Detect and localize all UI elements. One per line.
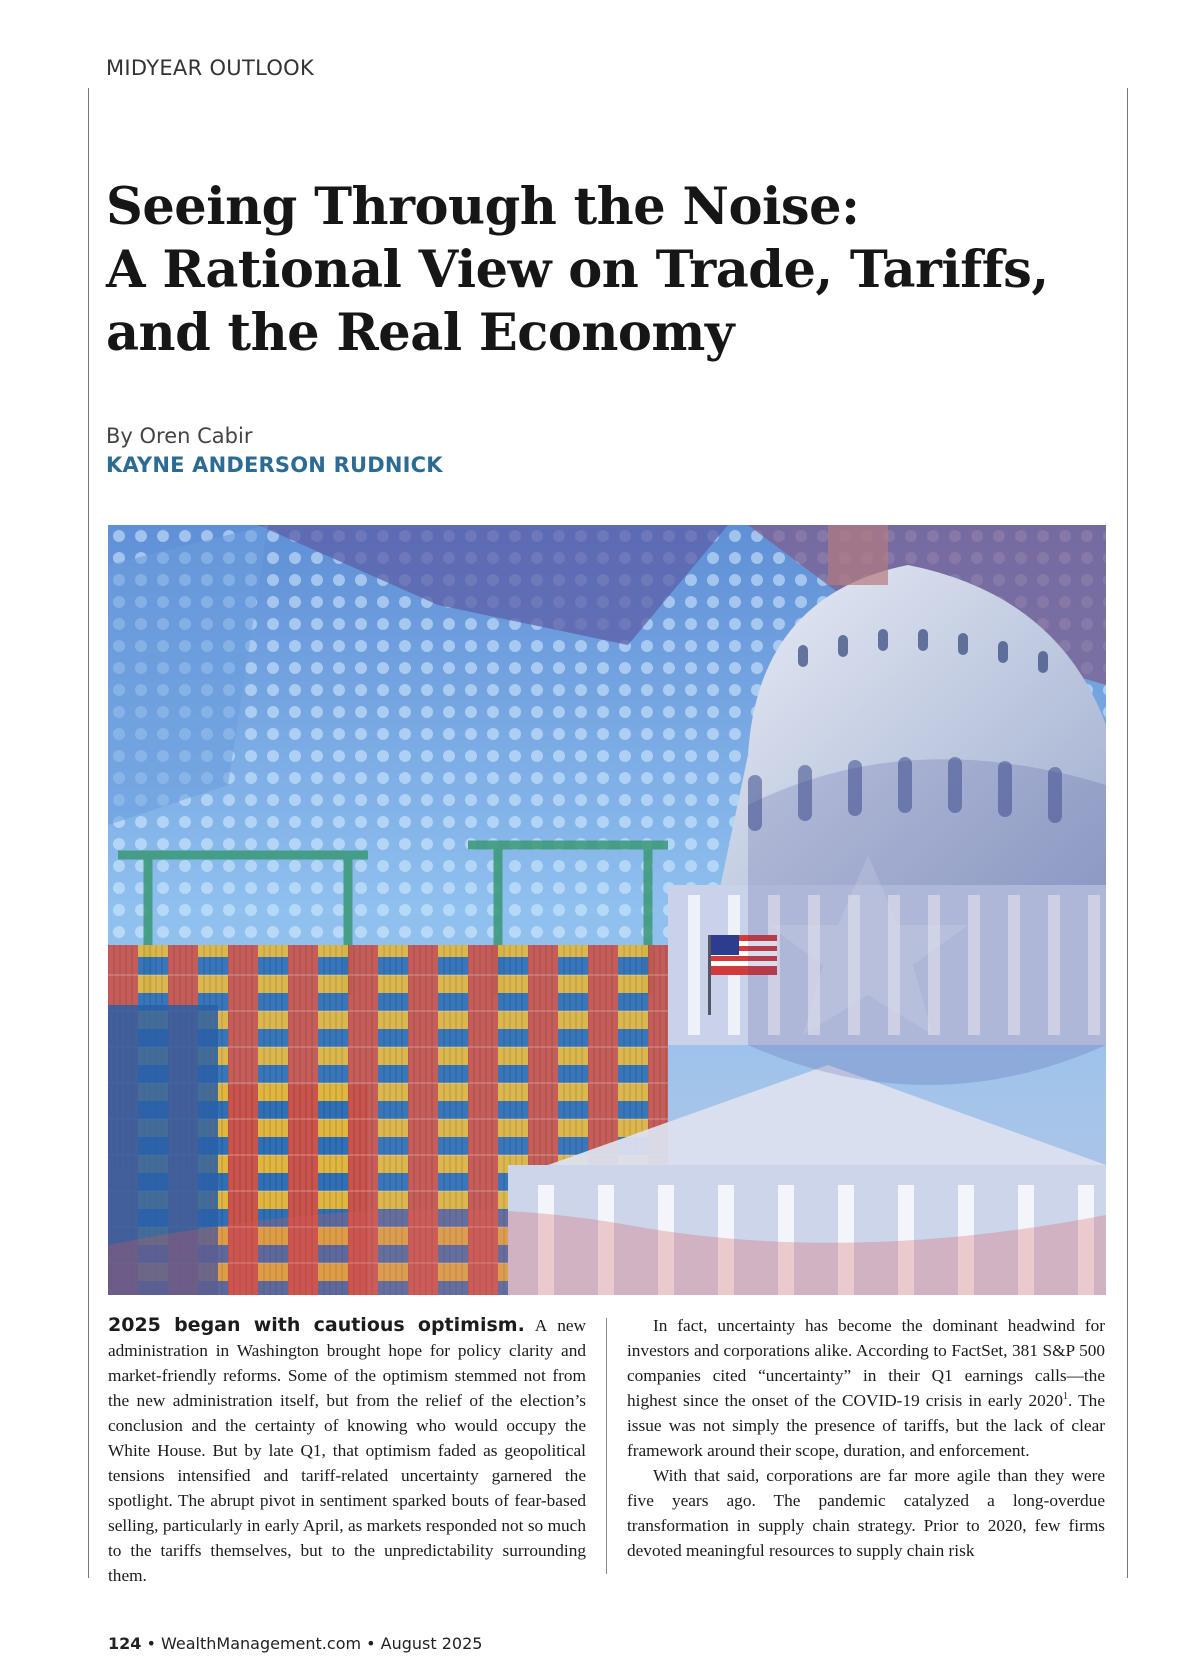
paragraph-uncertainty-text-b: . The issue was not simply the presence of tariffs, but the lack of clear framework around their scope, duration, and enforcement. xyxy=(627,1391,1105,1460)
intro-text: A new administration in Washington brought hope for policy clarity and market-friendly reforms. Some of the optimism stemmed not from the new administration itself, but from the relief of the election’s conclusion and the certainty of knowing who would occupy the White House. But by late Q1, that optimism faded as geopolitical tensions intensified and tariff-related uncertainty garnered the spotlight. The abrupt pivot in sentiment sparked bouts of fear-based selling, particularly in early April, as markets responded not so much to the tariffs themselves, but to the unpredictability surrounding them. xyxy=(108,1316,586,1585)
left-margin-rule xyxy=(88,88,89,1578)
footer-issue: August 2025 xyxy=(380,1634,483,1653)
intro-paragraph xyxy=(108,1313,586,1588)
section-label: MIDYEAR OUTLOOK xyxy=(106,56,315,80)
headline-line-2: A Rational View on Trade, Tariffs, xyxy=(106,240,1049,300)
footnote-ref: 1 xyxy=(1063,1391,1069,1403)
article-column-left xyxy=(108,1313,586,1588)
page-footer xyxy=(108,1634,482,1653)
paragraph-uncertainty xyxy=(627,1313,1105,1463)
lead-in: 2025 began with cautious optimism. xyxy=(108,1314,525,1336)
page-number: 124 xyxy=(108,1634,142,1653)
headline-line-3: and the Real Economy xyxy=(106,303,735,363)
paragraph-supply-chain: With that said, corporations are far more agile than they were five years ago. The pandemic catalyzed a long-overdue transformation in supply chain strategy. Prior to 2020, few firms devoted meaningful resources to supply chain risk xyxy=(627,1466,1105,1560)
footer-site: WealthManagement.com xyxy=(161,1634,362,1653)
article-headline xyxy=(106,176,1106,365)
footer-separator: • xyxy=(361,1634,381,1653)
article-column-right xyxy=(627,1313,1105,1563)
capitol-and-containers-collage xyxy=(108,525,1106,1295)
paragraph-uncertainty-text-a: In fact, uncertainty has become the dominant headwind for investors and corporations alike. According to FactSet, 381 S&P 500 companies cited “uncertainty” in their Q1 earnings calls—the highest since the onset of the COVID-19 crisis in early 2020 xyxy=(627,1316,1105,1410)
footer-separator: • xyxy=(141,1634,162,1653)
author-byline: By Oren Cabir xyxy=(106,424,253,448)
right-margin-rule xyxy=(1127,88,1128,1578)
headline-line-1: Seeing Through the Noise: xyxy=(106,177,860,237)
hero-illustration xyxy=(108,525,1106,1295)
column-divider xyxy=(606,1318,607,1574)
author-firm: KAYNE ANDERSON RUDNICK xyxy=(106,453,443,477)
